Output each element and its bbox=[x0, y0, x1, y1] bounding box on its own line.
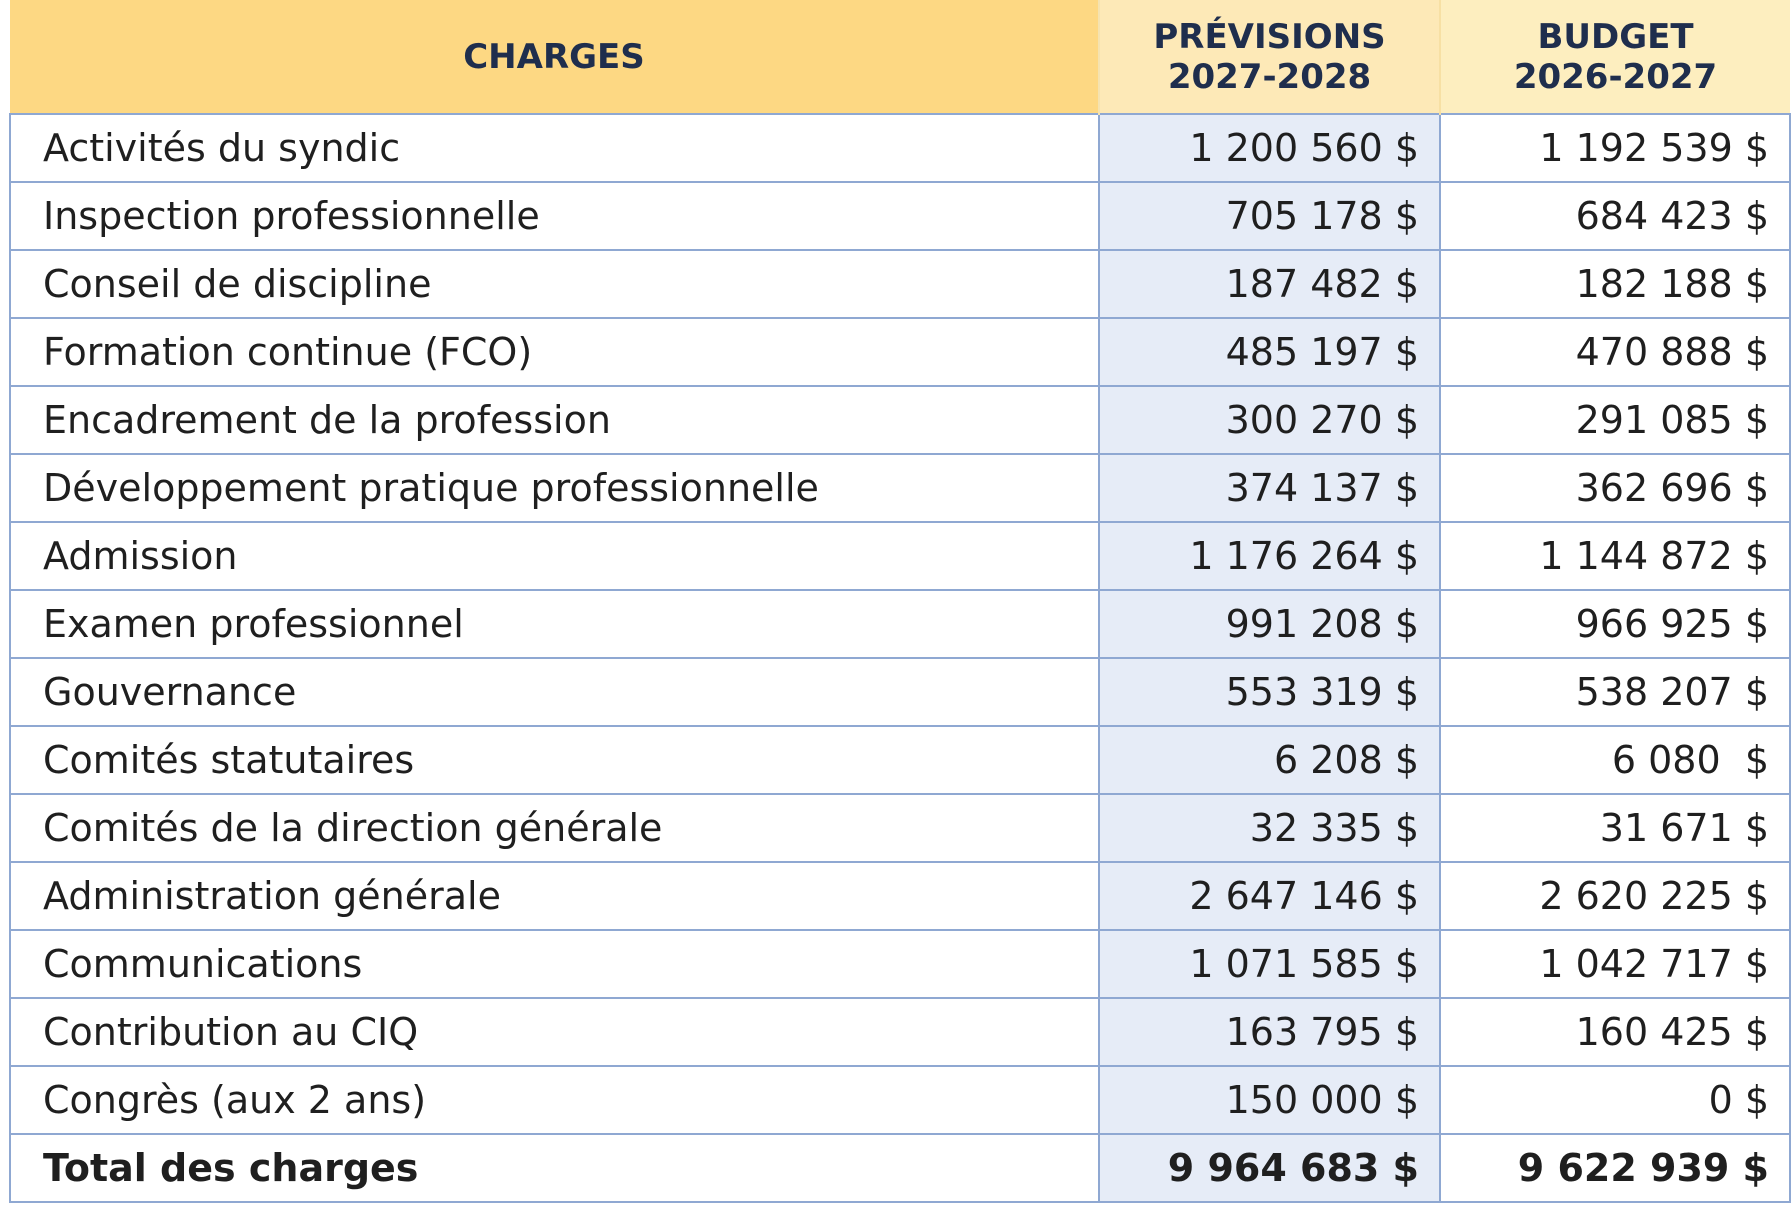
table-row bbox=[10, 726, 1790, 794]
table-row bbox=[10, 1066, 1790, 1134]
row-budget-value: 291 085 $ bbox=[1440, 386, 1790, 454]
row-previsions-value: 6 208 $ bbox=[1099, 726, 1440, 794]
total-previsions-value: 9 964 683 $ bbox=[1099, 1134, 1440, 1202]
header-budget-title: BUDGET bbox=[1537, 16, 1694, 57]
header-row bbox=[10, 0, 1790, 114]
row-previsions-value: 553 319 $ bbox=[1099, 658, 1440, 726]
row-previsions-value: 705 178 $ bbox=[1099, 182, 1440, 250]
row-label: Comités statutaires bbox=[10, 726, 1099, 794]
table-header bbox=[10, 0, 1790, 114]
row-label: Activités du syndic bbox=[10, 114, 1099, 182]
row-label: Inspection professionnelle bbox=[10, 182, 1099, 250]
row-previsions-value: 300 270 $ bbox=[1099, 386, 1440, 454]
charges-table bbox=[9, 0, 1791, 1203]
row-budget-value: 470 888 $ bbox=[1440, 318, 1790, 386]
row-budget-value: 6 080 $ bbox=[1440, 726, 1790, 794]
total-budget-value: 9 622 939 $ bbox=[1440, 1134, 1790, 1202]
row-previsions-value: 1 176 264 $ bbox=[1099, 522, 1440, 590]
table-row bbox=[10, 182, 1790, 250]
row-label: Conseil de discipline bbox=[10, 250, 1099, 318]
row-previsions-value: 2 647 146 $ bbox=[1099, 862, 1440, 930]
row-budget-value: 538 207 $ bbox=[1440, 658, 1790, 726]
row-budget-value: 182 188 $ bbox=[1440, 250, 1790, 318]
table-body bbox=[10, 114, 1790, 1202]
row-budget-value: 0 $ bbox=[1440, 1066, 1790, 1134]
table-row bbox=[10, 998, 1790, 1066]
total-row bbox=[10, 1134, 1790, 1202]
row-budget-value: 362 696 $ bbox=[1440, 454, 1790, 522]
header-charges-label: CHARGES bbox=[463, 36, 645, 77]
row-label: Encadrement de la profession bbox=[10, 386, 1099, 454]
row-previsions-value: 187 482 $ bbox=[1099, 250, 1440, 318]
row-budget-value: 1 192 539 $ bbox=[1440, 114, 1790, 182]
row-label: Communications bbox=[10, 930, 1099, 998]
table-row bbox=[10, 658, 1790, 726]
charges-table-container bbox=[9, 0, 1789, 1203]
row-budget-value: 966 925 $ bbox=[1440, 590, 1790, 658]
row-label: Développement pratique professionnelle bbox=[10, 454, 1099, 522]
row-previsions-value: 163 795 $ bbox=[1099, 998, 1440, 1066]
row-budget-value: 160 425 $ bbox=[1440, 998, 1790, 1066]
row-label: Contribution au CIQ bbox=[10, 998, 1099, 1066]
table-row bbox=[10, 862, 1790, 930]
table-row bbox=[10, 454, 1790, 522]
row-previsions-value: 485 197 $ bbox=[1099, 318, 1440, 386]
header-budget-years: 2026-2027 bbox=[1513, 56, 1718, 97]
table-row bbox=[10, 114, 1790, 182]
row-label: Examen professionnel bbox=[10, 590, 1099, 658]
table-row bbox=[10, 930, 1790, 998]
row-budget-value: 31 671 $ bbox=[1440, 794, 1790, 862]
row-budget-value: 684 423 $ bbox=[1440, 182, 1790, 250]
table-row bbox=[10, 522, 1790, 590]
table-row bbox=[10, 794, 1790, 862]
row-label: Administration générale bbox=[10, 862, 1099, 930]
row-previsions-value: 1 071 585 $ bbox=[1099, 930, 1440, 998]
row-budget-value: 1 144 872 $ bbox=[1440, 522, 1790, 590]
header-previsions bbox=[1099, 0, 1440, 114]
row-previsions-value: 150 000 $ bbox=[1099, 1066, 1440, 1134]
header-charges bbox=[10, 0, 1099, 114]
row-previsions-value: 1 200 560 $ bbox=[1099, 114, 1440, 182]
row-label: Gouvernance bbox=[10, 658, 1099, 726]
row-previsions-value: 991 208 $ bbox=[1099, 590, 1440, 658]
table-row bbox=[10, 386, 1790, 454]
row-label: Comités de la direction générale bbox=[10, 794, 1099, 862]
row-label: Formation continue (FCO) bbox=[10, 318, 1099, 386]
row-previsions-value: 32 335 $ bbox=[1099, 794, 1440, 862]
header-budget bbox=[1440, 0, 1790, 114]
header-previsions-years: 2027-2028 bbox=[1167, 56, 1372, 97]
table-row bbox=[10, 318, 1790, 386]
table-row bbox=[10, 590, 1790, 658]
header-previsions-title: PRÉVISIONS bbox=[1153, 16, 1386, 57]
row-label: Admission bbox=[10, 522, 1099, 590]
row-budget-value: 1 042 717 $ bbox=[1440, 930, 1790, 998]
total-label: Total des charges bbox=[10, 1134, 1099, 1202]
row-label: Congrès (aux 2 ans) bbox=[10, 1066, 1099, 1134]
table-row bbox=[10, 250, 1790, 318]
row-budget-value: 2 620 225 $ bbox=[1440, 862, 1790, 930]
row-previsions-value: 374 137 $ bbox=[1099, 454, 1440, 522]
